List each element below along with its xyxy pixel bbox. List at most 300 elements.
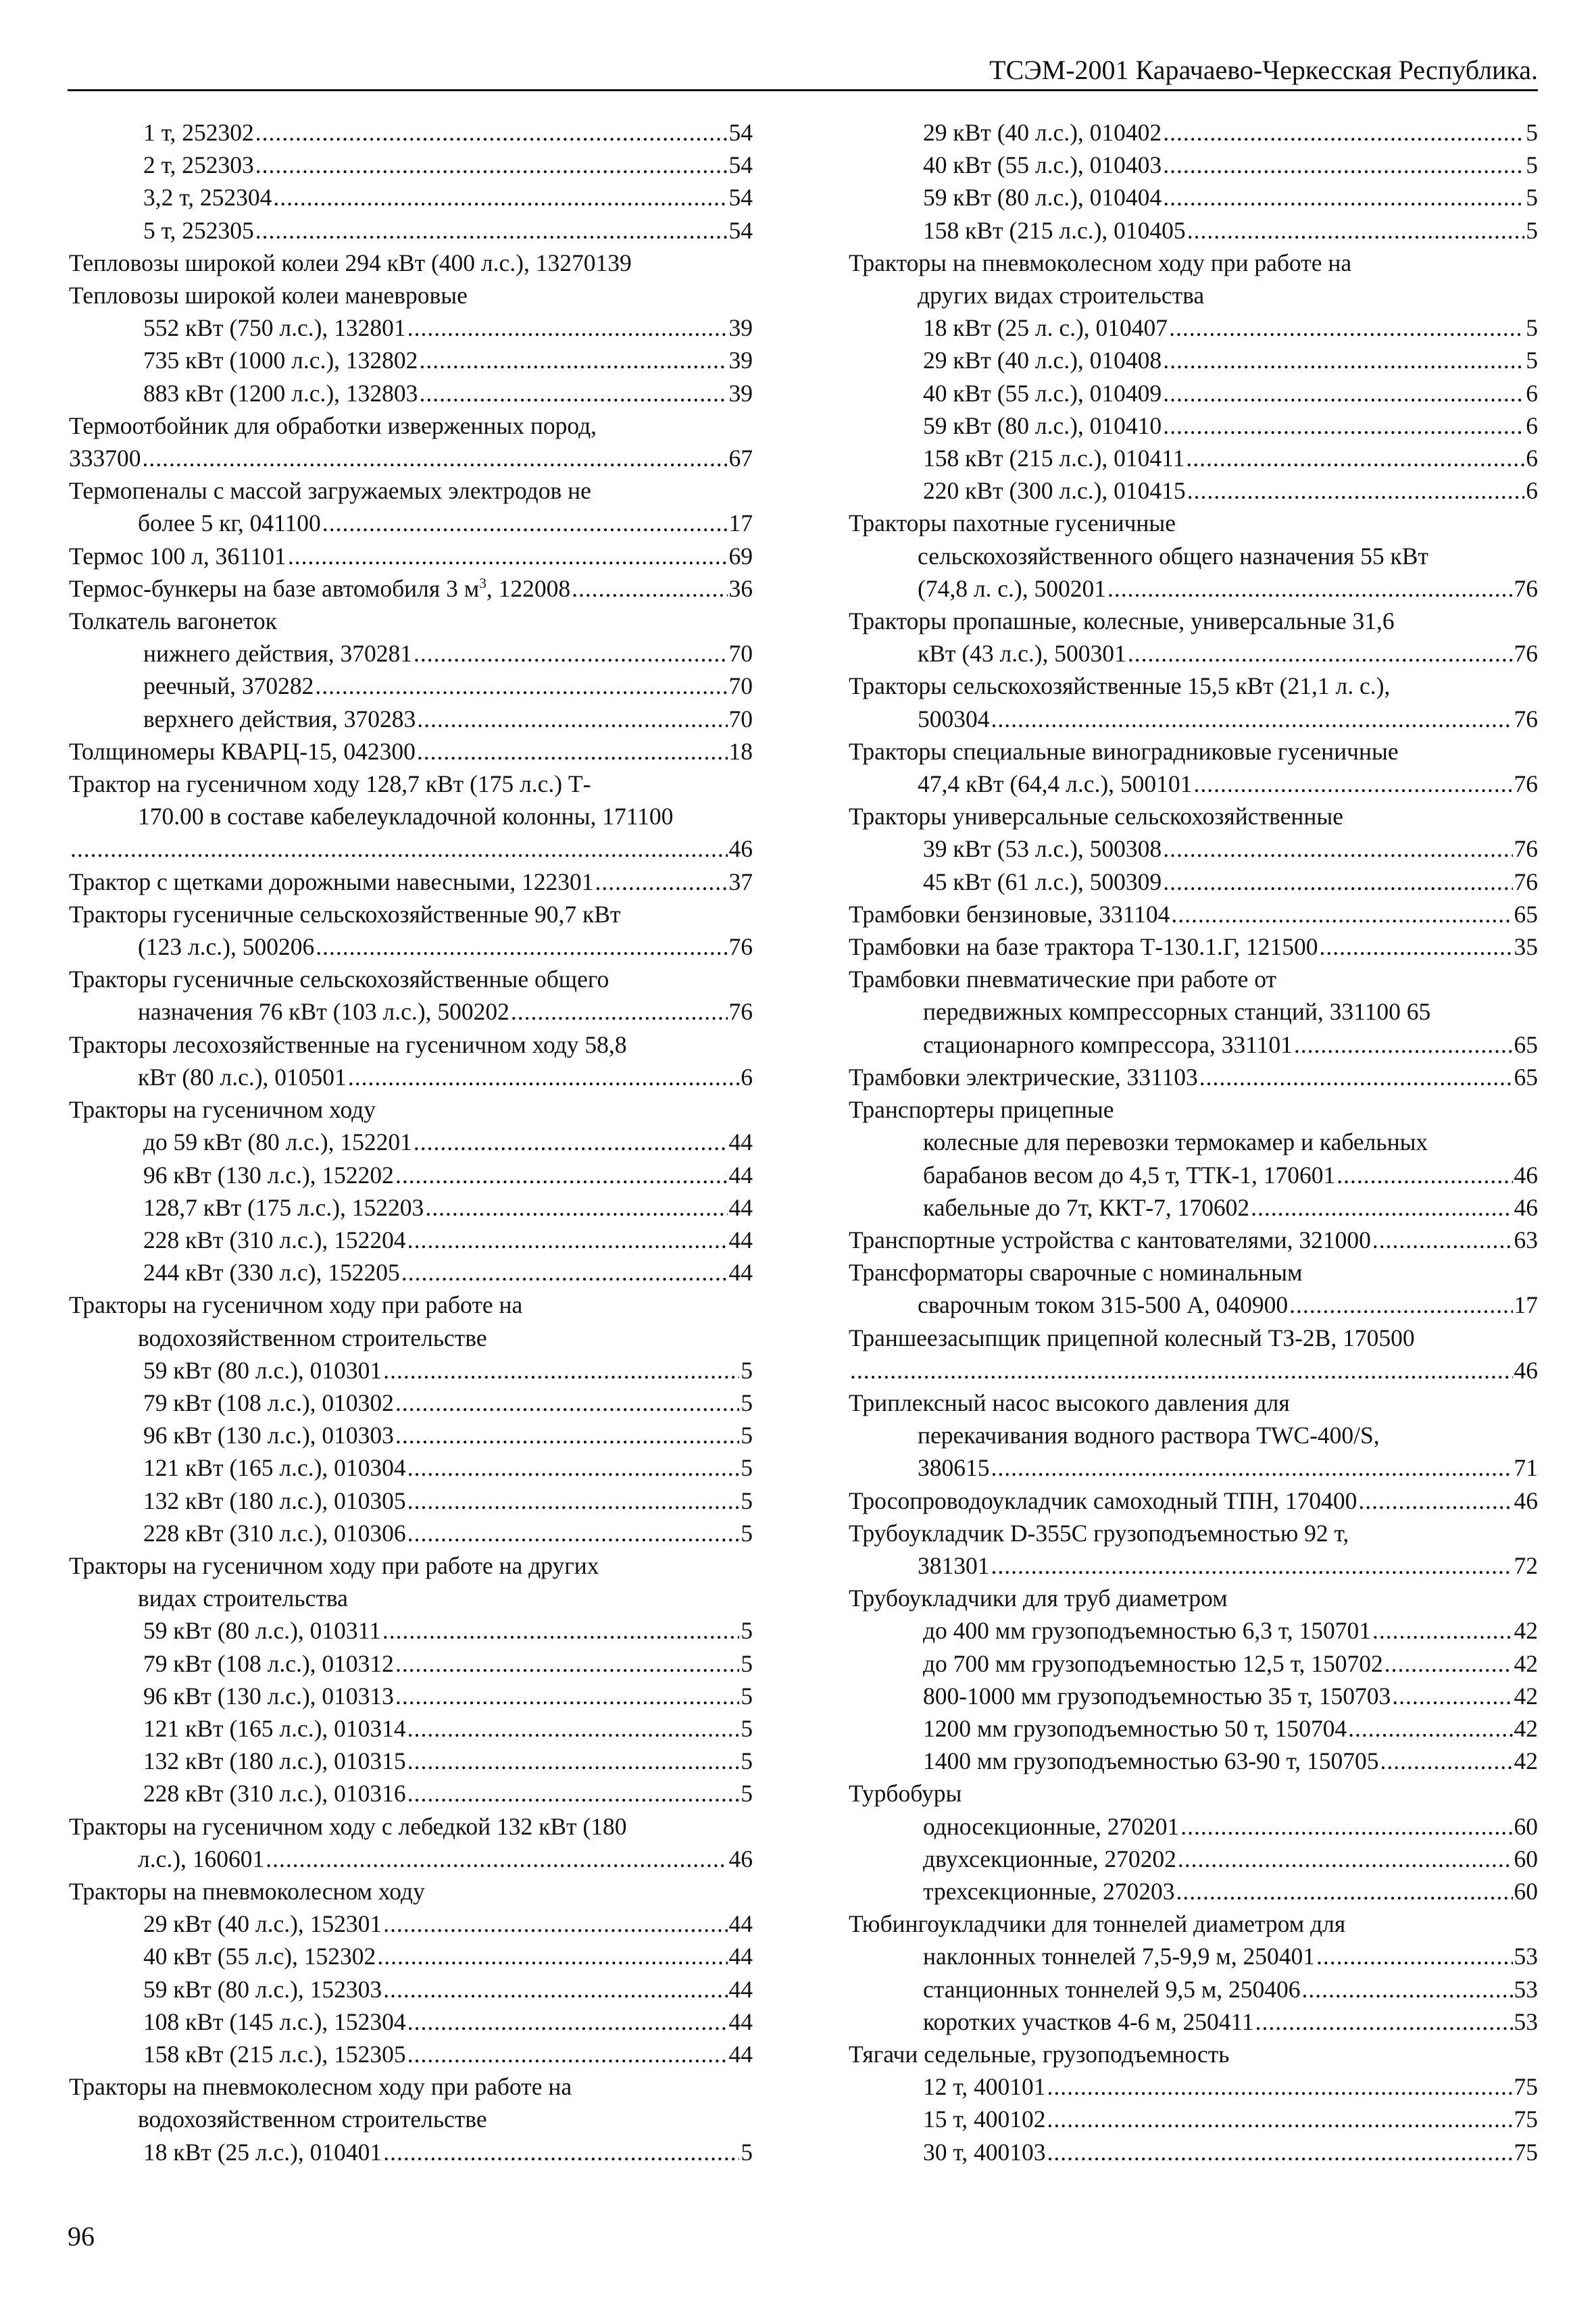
entry-text: 2 т, 252303 [143,151,254,179]
entry-text: 158 кВт (215 л.с.), 010411 [923,445,1185,472]
dot-leader [407,1745,740,1777]
index-entry [849,832,1538,865]
entry-text: 59 кВт (80 л.с.), 010404 [923,184,1162,211]
entry-text: 121 кВт (165 л.с.), 010314 [143,1714,406,1742]
index-entry [849,1289,1538,1321]
index-entry [849,1061,1538,1093]
entry-text: кВт (43 л.с.), 500301 [918,640,1126,668]
page-ref: 75 [1514,2138,1538,2166]
index-heading: Тепловозы широкой колеи 294 кВт (400 л.с.), 13270139 [69,249,632,276]
entry-text: 228 кВт (310 л.с.), 152204 [143,1226,406,1253]
index-entry [69,1419,753,1451]
dot-leader [419,377,727,409]
entry-text: 40 кВт (55 л.с), 152302 [143,1943,376,1970]
dot-leader [143,442,728,474]
dot-leader [255,149,728,181]
page-ref: 5 [741,1617,753,1645]
page-ref: 44 [728,1943,753,1970]
page-ref: 44 [728,1910,753,1938]
index-entry [69,1973,753,2006]
dot-leader [1193,768,1512,800]
page-ref: 5 [1526,314,1538,342]
dot-leader [419,344,727,376]
index-entry [849,1028,1538,1061]
index-entry [849,1875,1538,1908]
dot-leader [1294,1028,1513,1061]
index-entry [69,670,753,702]
entry-text: 1200 мм грузоподъемностью 50 т, 150704 [923,1714,1347,1742]
dot-leader [1187,474,1525,507]
index-heading: Тракторы на гусеничном ходу [69,1096,376,1124]
page-ref: 42 [1514,1649,1538,1677]
page-ref: 5 [741,1519,753,1547]
dot-leader [850,1354,1513,1387]
dot-leader [1392,1680,1512,1712]
dot-leader [1289,1289,1512,1321]
index-entry [849,312,1538,344]
entry-text: 108 кВт (145 л.с.), 152304 [143,2008,406,2035]
page-ref: 5 [741,1714,753,1742]
index-heading: Трансформаторы сварочные с номинальным [849,1259,1303,1287]
index-heading: Тракторы на пневмоколесном ходу [69,1877,425,1905]
index-entry [69,1485,753,1517]
index-entry [849,1810,1538,1843]
index-entry [69,149,753,181]
index-entry [69,2136,753,2168]
dot-leader [401,1256,728,1289]
entry-text: сварочным током 315-500 А, 040900 [918,1291,1289,1319]
index-entry [69,2006,753,2038]
dot-leader [1163,116,1524,149]
index-entry [849,1712,1538,1745]
entry-text: 45 кВт (61 л.с.), 500309 [923,868,1162,895]
index-heading: Тракторы лесохозяйственные на гусеничном ходу 58,8 [69,1030,627,1058]
dot-leader [316,930,727,963]
index-entry [69,2038,753,2070]
page-ref: 5 [1526,347,1538,374]
entry-text: 40 кВт (55 л.с.), 010403 [923,151,1162,179]
index-entry [69,214,753,247]
entry-text: односекционные, 270201 [923,1812,1180,1840]
index-continuation: видах строительства [138,1585,348,1612]
entry-text: коротких участков 4-6 м, 250411 [923,2008,1254,2035]
index-entry [69,181,753,214]
index-entry [69,1387,753,1419]
index-entry [849,930,1538,963]
index-heading: Траншеезасыпщик прицепной колесный ТЗ-2В, 170500 [849,1324,1415,1351]
entry-text: 59 кВт (80 л.с.), 010301 [143,1356,382,1384]
dot-leader [395,1680,739,1712]
dot-leader [383,2136,739,2168]
entry-text: 79 кВт (108 л.с.), 010312 [143,1649,394,1677]
page-ref: 46 [1514,1161,1538,1189]
index-entry [69,540,753,572]
entry-text: до 400 мм грузоподъемностью 6,3 т, 150701 [923,1617,1371,1645]
dot-leader [383,1354,739,1387]
dot-leader [1372,1614,1513,1647]
index-entry [849,1973,1538,2006]
dot-leader [1163,181,1524,214]
dot-leader [1385,1647,1513,1680]
entry-text: 96 кВт (130 л.с.), 010303 [143,1422,394,1449]
page-ref: 39 [728,314,753,342]
index-heading: Тракторы пропашные, колесные, универсальные 31,6 [849,607,1395,635]
entry-text: 39 кВт (53 л.с.), 500308 [923,835,1162,863]
index-heading: Трактор на гусеничном ходу 128,7 кВт (175 л.с.) Т- [69,770,591,798]
index-entry [849,442,1538,474]
page-ref: 5 [741,2138,753,2166]
index-entry [849,866,1538,898]
entry-text: нижнего действия, 370281 [143,640,413,668]
index-heading: Трубоукладчики для труб диаметром [849,1585,1228,1612]
page-ref: 42 [1514,1714,1538,1742]
page-ref: 76 [1514,640,1538,668]
index-heading: Тягачи седельные, грузоподъемность [849,2040,1230,2068]
index-entry [849,1159,1538,1191]
page-ref: 6 [1526,412,1538,439]
page-ref: 76 [728,933,753,961]
page-ref: 35 [1514,933,1538,961]
index-heading: Тракторы на гусеничном ходу с лебедкой 132 кВт (180 [69,1812,627,1840]
entry-text: 96 кВт (130 л.с.), 010313 [143,1682,394,1710]
index-continuation: водохозяйственном строительстве [138,1324,487,1351]
index-entry [69,1614,753,1647]
page-ref: 46 [1514,1487,1538,1514]
index-heading: Термопеналы с массой загружаемых электродов не [69,477,591,505]
index-continuation: перекачивания водного раствора TWC-400/S, [918,1422,1380,1449]
dot-leader [377,1940,727,1972]
entry-text: 79 кВт (108 л.с.), 010302 [143,1389,394,1416]
index-entry [849,116,1538,149]
entry-text: реечный, 370282 [143,672,314,700]
page-ref: 44 [728,1161,753,1189]
entry-text: (123 л.с.), 500206 [138,933,315,961]
dot-leader [407,1451,740,1484]
page-ref: 6 [1526,477,1538,505]
page-ref: 76 [1514,705,1538,732]
entry-text: 30 т, 400103 [923,2138,1046,2166]
page-ref: 63 [1514,1226,1538,1253]
page-ref: 5 [741,1780,753,1808]
dot-leader [1163,149,1524,181]
dot-leader [407,312,728,344]
superscript: 3 [479,575,487,592]
dot-leader [383,1908,727,1940]
page-ref: 42 [1514,1682,1538,1710]
page-ref: 76 [1514,868,1538,895]
dot-leader [255,214,728,247]
index-heading: Тракторы на гусеничном ходу при работе на [69,1291,523,1319]
index-continuation: колесные для перевозки термокамер и кабельных [923,1128,1428,1156]
dot-leader [1047,2103,1512,2135]
dot-leader [1128,637,1513,670]
entry-text: 40 кВт (55 л.с.), 010409 [923,379,1162,407]
page-ref: 53 [1514,1943,1538,1970]
dot-leader [1163,832,1512,865]
page-header: ТСЭМ-2001 Карачаево-Черкесская Республика. [68,53,1538,91]
entry-text: 552 кВт (750 л.с.), 132801 [143,314,406,342]
dot-leader [1320,930,1513,963]
page-ref: 17 [1514,1291,1538,1319]
page-ref: 60 [1514,1812,1538,1840]
index-heading: Тракторы на пневмоколесном ходу при работе на [849,249,1352,276]
page-ref: 5 [741,1682,753,1710]
page-ref: 46 [1514,1193,1538,1221]
index-heading: Турбобуры [849,1780,962,1808]
index-entry [69,995,753,1028]
entry-text: 158 кВт (215 л.с.), 010405 [923,216,1186,244]
page-ref: 53 [1514,2008,1538,2035]
index-entry [849,572,1538,605]
index-entry [69,1908,753,1940]
index-entry [69,1712,753,1745]
dot-leader [1178,1843,1513,1875]
index-entry [69,344,753,376]
index-heading: Тракторы на пневмоколесном ходу при работе на [69,2073,572,2101]
dot-leader [1380,1745,1512,1777]
entry-text: 29 кВт (40 л.с.), 010408 [923,347,1162,374]
index-entry [849,768,1538,800]
index-continuation: других видах строительства [918,282,1205,309]
dot-leader [595,866,728,898]
index-entry [69,1126,753,1158]
page-ref: 44 [728,1226,753,1253]
page-ref: 44 [728,1975,753,2003]
index-entry [849,1680,1538,1712]
dot-leader [266,1843,727,1875]
entry-text: 800-1000 мм грузоподъемностью 35 т, 150703 [923,1682,1391,1710]
index-heading: Тракторы специальные виноградниковые гусеничные [849,737,1399,765]
page-ref: 54 [728,151,753,179]
entry-text: Транспортные устройства с кантователями, 321000 [849,1226,1371,1253]
entry-text: Трамбовки электрические, 331103 [849,1063,1198,1091]
index-entry [849,409,1538,442]
page-ref: 44 [728,2040,753,2068]
entry-text: 500304 [918,705,990,732]
index-heading: Трамбовки пневматические при работе от [849,966,1277,993]
dot-leader [1169,312,1524,344]
dot-leader [1302,1973,1513,2006]
entry-text: назначения 76 кВт (103 л.с.), 500202 [138,998,509,1026]
dot-leader [382,1614,739,1647]
dot-leader [1163,344,1524,376]
dot-leader [1372,1224,1513,1256]
index-entry [849,1614,1538,1647]
index-continuation: водохозяйственном строительстве [138,2106,487,2133]
index-entry [69,1451,753,1484]
page-ref: 5 [741,1454,753,1482]
dot-leader [255,116,728,149]
index-heading: Трубоукладчик D-355C грузоподъемностью 92 т, [849,1519,1349,1547]
index-entry [849,1354,1538,1387]
page-ref: 72 [1514,1551,1538,1579]
entry-text: л.с.), 160601 [138,1845,265,1872]
dot-leader [414,1126,728,1158]
dot-leader [1047,2070,1512,2103]
page-ref: 17 [728,509,753,537]
dot-leader [407,2006,728,2038]
index-heading: Термоотбойник для обработки изверженных пород, [69,412,597,439]
index-continuation: сельскохозяйственного общего назначения 55 кВт [918,542,1428,570]
index-entry [849,637,1538,670]
index-heading: Тепловозы широкой колеи маневровые [69,282,468,309]
page-ref: 5 [741,1422,753,1449]
entry-text: 18 кВт (25 л.с.), 010401 [143,2138,382,2166]
index-continuation: 170.00 в составе кабелеукладочной колонны, 171100 [138,803,674,830]
entry-text: 12 т, 400101 [923,2073,1046,2101]
page-ref: 76 [728,998,753,1026]
entry-text: 59 кВт (80 л.с.), 152303 [143,1975,382,2003]
page-ref: 67 [728,445,753,472]
index-heading: Тракторы гусеничные сельскохозяйственные 90,7 кВт [69,900,621,928]
dot-leader [407,2038,728,2070]
entry-text: кВт (80 л.с.), 010501 [138,1063,347,1091]
index-entry [849,1843,1538,1875]
page-ref: 65 [1514,1063,1538,1091]
entry-text: Трамбовки на базе трактора Т-130.1.Г, 121500 [849,933,1318,961]
page-ref: 46 [728,835,753,863]
dot-leader [348,1061,739,1093]
entry-text: 96 кВт (130 л.с.), 152202 [143,1161,394,1189]
entry-text: 29 кВт (40 л.с.), 010402 [923,119,1162,146]
dot-leader [1316,1940,1513,1972]
index-entry [69,1777,753,1810]
index-entry [849,1940,1538,1972]
entry-text: , 122008 [486,574,571,602]
dot-leader [288,540,728,572]
index-entry [849,181,1538,214]
index-entry [849,703,1538,735]
dot-leader [1171,898,1512,930]
index-entry [849,1451,1538,1484]
index-heading: Тракторы гусеничные сельскохозяйственные общего [69,966,609,993]
index-entry [69,1647,753,1680]
page-ref: 54 [728,119,753,146]
index-entry [69,1940,753,1972]
entry-text: 59 кВт (80 л.с.), 010410 [923,412,1162,439]
index-column-left [69,116,753,2168]
page-ref: 54 [728,216,753,244]
index-entry [849,898,1538,930]
entry-text: 121 кВт (165 л.с.), 010304 [143,1454,406,1482]
page-ref: 53 [1514,1975,1538,2003]
page-ref: 42 [1514,1747,1538,1775]
page-ref: 44 [728,2008,753,2035]
index-entry [69,703,753,735]
dot-leader [407,1517,740,1549]
index-heading: Тюбингоукладчики для тоннелей диаметром для [849,1910,1346,1938]
entry-text: 5 т, 252305 [143,216,254,244]
index-entry [849,1485,1538,1517]
page-ref: 46 [1514,1356,1538,1384]
index-entry [69,1256,753,1289]
index-entry [69,866,753,898]
entry-text: 381301 [918,1551,990,1579]
index-entry [849,377,1538,409]
entry-text: 59 кВт (80 л.с.), 010311 [143,1617,381,1645]
dot-leader [1337,1159,1512,1191]
dot-leader [991,1549,1513,1582]
page-ref: 71 [1514,1454,1538,1482]
entry-text: 883 кВт (1200 л.с.), 132803 [143,379,418,407]
entry-text: Термос-бункеры на базе автомобиля 3 м [69,574,480,602]
entry-text: 158 кВт (215 л.с.), 152305 [143,2040,406,2068]
dot-leader [407,1224,728,1256]
dot-leader [417,703,727,735]
page-ref: 5 [741,1356,753,1384]
entry-text: 244 кВт (330 л.с), 152205 [143,1259,400,1287]
index-entry [69,930,753,963]
entry-text: кабельные до 7т, ККТ-7, 170602 [923,1193,1250,1221]
page-number: 96 [68,2221,95,2251]
entry-text: трехсекционные, 270203 [923,1877,1175,1905]
page-ref: 44 [728,1259,753,1287]
entry-text: 1 т, 252302 [143,119,254,146]
page-ref: 5 [1526,151,1538,179]
dot-leader [315,670,727,702]
index-entry [849,1549,1538,1582]
dot-leader [1176,1875,1513,1908]
dot-leader [1163,866,1512,898]
dot-leader [1255,2006,1513,2038]
entry-text: 29 кВт (40 л.с.), 152301 [143,1910,382,1938]
page-ref: 5 [1526,216,1538,244]
index-entry [69,1843,753,1875]
index-entry [69,1224,753,1256]
entry-text: верхнего действия, 370283 [143,705,416,732]
entry-text: 228 кВт (310 л.с.), 010306 [143,1519,406,1547]
index-continuation: передвижных компрессорных станций, 331100 65 [923,998,1431,1026]
entry-text: Термос 100 л, 361101 [69,542,286,570]
index-entry [69,832,753,865]
page-ref: 18 [728,737,753,765]
dot-leader [1251,1191,1512,1224]
index-entry [69,637,753,670]
index-entry [849,214,1538,247]
index-entry [69,1745,753,1777]
entry-text: Трамбовки бензиновые, 331104 [849,900,1170,928]
index-column-right [849,116,1538,2168]
page-ref: 60 [1514,1877,1538,1905]
page-ref: 5 [1526,119,1538,146]
page-ref: 70 [728,672,753,700]
page-ref: 44 [728,1128,753,1156]
index-heading: Тракторы сельскохозяйственные 15,5 кВт (21,1 л. с.), [849,672,1391,700]
dot-leader [395,1647,739,1680]
page-ref: 5 [741,1487,753,1514]
page-ref: 42 [1514,1617,1538,1645]
index-entry [849,1647,1538,1680]
entry-text: Тросопроводоукладчик самоходный ТПН, 170400 [849,1487,1357,1514]
page-ref: 75 [1514,2106,1538,2133]
page-ref: 75 [1514,2073,1538,2101]
dot-leader [395,1387,739,1419]
entry-text: двухсекционные, 270202 [923,1845,1176,1872]
page-ref: 76 [1514,770,1538,798]
dot-leader [395,1159,728,1191]
index-entry [69,1191,753,1224]
index-entry [69,1517,753,1549]
index-entry [849,1191,1538,1224]
dot-leader [991,1451,1513,1484]
index-entry [849,2136,1538,2168]
page-ref: 65 [1514,900,1538,928]
index-heading: Тракторы универсальные сельскохозяйственные [849,803,1343,830]
page-ref: 70 [728,705,753,732]
entry-text: Трактор с щетками дорожными навесными, 122301 [69,868,594,895]
index-heading: Транспортеры прицепные [849,1096,1114,1124]
dot-leader [273,181,727,214]
